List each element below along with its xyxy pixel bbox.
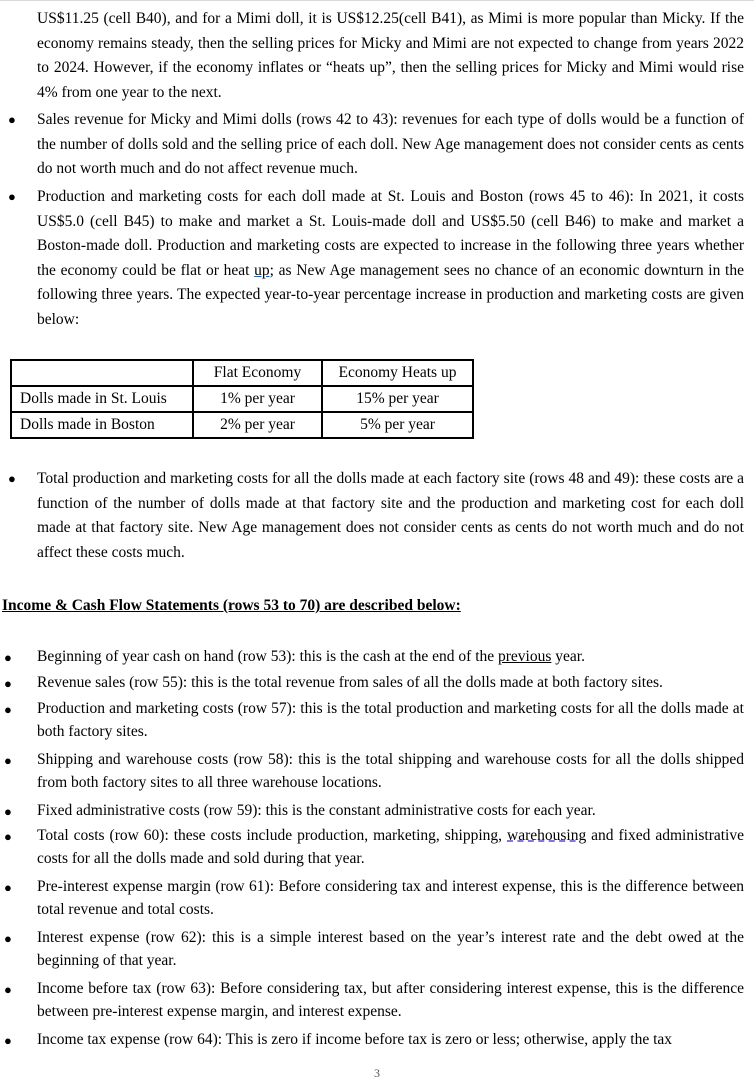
bullet-icon: ● (4, 702, 12, 717)
income-item: Fixed administrative costs (row 59): this is the constant administrative costs for each year. (37, 802, 596, 819)
income-item: Interest expense (row 62): this is a simple interest based on the year’s interest rate and the debt owed at the beginning of that year. (37, 929, 744, 969)
income-item: Production and marketing costs (row 57): this is the total production and marketing costs for all the dolls made at both factory sites. (37, 700, 744, 740)
table-row (11, 386, 473, 412)
income-item: Beginning of year cash on hand (row 53): this is the cash at the end of the previous year. (37, 648, 585, 665)
income-item: Revenue sales (row 55): this is the total revenue from sales of all the dolls made at both factory sites. (37, 674, 663, 691)
intro-paragraph: US$11.25 (cell B40), and for a Mimi doll, it is US$12.25(cell B41), as Mimi is more popular than Micky. If the economy remains steady, then the selling prices for Micky and Mimi are not expected to change from years 2022 to 2024. However, if the economy inflates or “heats up”, then the selling prices for Micky and Mimi would rise 4% from one year to the next. (37, 10, 744, 101)
table-cell: 5% per year (322, 412, 473, 438)
table-cell: Dolls made in St. Louis (11, 386, 193, 412)
table-header-cell (11, 360, 193, 386)
cost-increase-table (10, 359, 474, 439)
page-number: 3 (374, 1066, 380, 1080)
bullet-sales-revenue: Sales revenue for Micky and Mimi dolls (rows 42 to 43): revenues for each type of dolls would be a function of the number of dolls sold and the selling price of each doll. New Age management does not consider cents as cents do not worth much and do not affect revenue much. (37, 111, 744, 177)
income-item: Income before tax (row 63): Before considering tax, but after considering interest expense, this is the difference between pre-interest expense margin, and interest expense. (37, 980, 744, 1020)
bullet-icon: ● (8, 112, 16, 127)
income-item: Pre-interest expense margin (row 61): Before considering tax and interest expense, this is the difference between total revenue and total costs. (37, 878, 744, 918)
bullet-icon: ● (4, 753, 12, 768)
bullet-icon: ● (4, 650, 12, 665)
bullet-icon: ● (4, 982, 12, 997)
bullet-icon: ● (8, 189, 16, 204)
bullet-production-costs: Production and marketing costs for each doll made at St. Louis and Boston (rows 45 to 46): In 2021, it costs US$5.0 (cell B45) to make and market a St. Louis-made doll and US$5.50 (cell B46) to make and market a Boston-made doll. Production and marketing costs are expected to increase in the following three years whether the economy could be flat or heat up; as New Age management sees no chance of an economic downturn in the following three years. The expected year-to-year percentage increase in production and marketing costs are given below: (37, 188, 744, 328)
bullet-icon: ● (4, 804, 12, 819)
table-cell: 1% per year (193, 386, 322, 412)
bullet-icon: ● (4, 829, 12, 844)
bullet-icon: ● (4, 880, 12, 895)
bullet-total-costs: Total production and marketing costs for all the dolls made at each factory site (rows 48 and 49): these costs are a function of the number of dolls made at that factory site and the production and marketing cost for each doll made at that factory site. New Age management does not consider cents as cents do not worth much and do not affect these costs much. (37, 470, 744, 561)
table-header-row (11, 360, 473, 386)
table-cell: Dolls made in Boston (11, 412, 193, 438)
table-cell: 15% per year (322, 386, 473, 412)
bullet-icon: ● (4, 1033, 12, 1048)
bullet-icon: ● (8, 471, 16, 486)
table-header-cell: Flat Economy (193, 360, 322, 386)
table-header-cell: Economy Heats up (322, 360, 473, 386)
bullet-icon: ● (4, 931, 12, 946)
bullet-icon: ● (4, 676, 12, 691)
income-item: Income tax expense (row 64): This is zero if income before tax is zero or less; otherwise, apply the tax (37, 1031, 673, 1048)
table-row (11, 412, 473, 438)
section-heading: Income & Cash Flow Statements (rows 53 to 70) are described below: (2, 597, 461, 614)
table-cell: 2% per year (193, 412, 322, 438)
income-item: Total costs (row 60): these costs include production, marketing, shipping, warehousing and fixed administrative costs for all the dolls made and sold during that year. (37, 827, 744, 867)
underlined-word: up; (254, 261, 274, 279)
income-item: Shipping and warehouse costs (row 58): this is the total shipping and warehouse costs for all the dolls shipped from both factory sites to all three warehouse locations. (37, 751, 744, 791)
